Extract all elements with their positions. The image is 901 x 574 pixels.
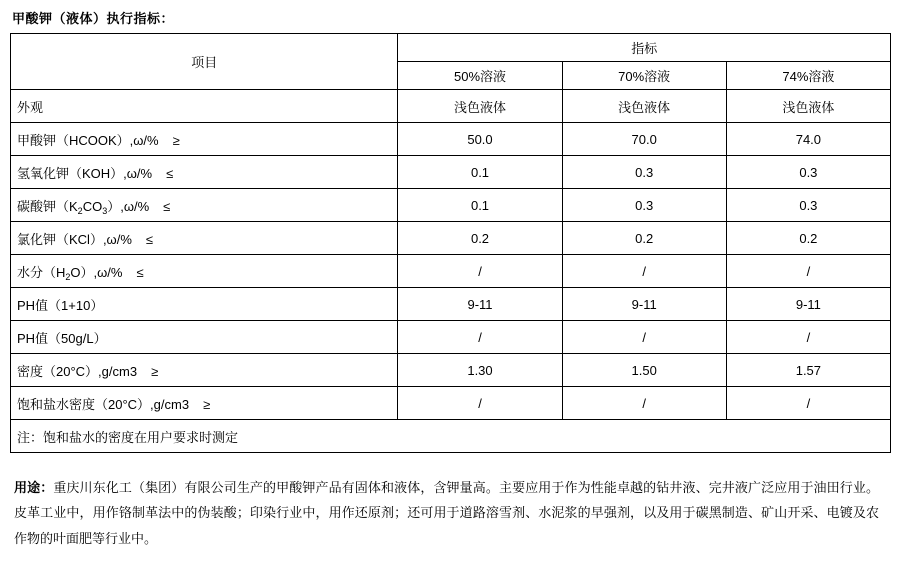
row-value: 浅色液体 — [726, 90, 890, 123]
spec-table — [10, 33, 891, 453]
row-value: / — [562, 321, 726, 354]
row-value: 9-11 — [562, 288, 726, 321]
row-value: 74.0 — [726, 123, 890, 156]
row-value: 0.3 — [562, 156, 726, 189]
row-value: 9-11 — [398, 288, 562, 321]
row-item-label: 密度（20°C）,g/cm3 ≥ — [11, 354, 398, 387]
page-title: 甲酸钾（液体）执行指标： — [12, 11, 175, 26]
row-value: 0.3 — [562, 189, 726, 222]
table-body — [11, 90, 891, 453]
usage-text: 重庆川东化工（集团）有限公司生产的甲酸钾产品有固体和液体，含钾量高。主要应用于作为性能卓越的钻井液、完井液广泛应用于油田行业。皮革工业中，用作铬制革法中的伪装酸；印染行业中，用作还原剂；还可用于道路溶雪剂、水泥浆的早强剂，以及用于碳黑制造、矿山开采、电镀及农作物的叶面肥等行业中。 — [14, 480, 879, 546]
row-item-label: PH值（1+10） — [11, 288, 398, 321]
header-group-indicator: 指标 — [398, 34, 891, 62]
row-value: 0.3 — [726, 156, 890, 189]
row-item-label: 碳酸钾$(K_2CO_3),\omega/\%$ ≤ — [11, 189, 398, 222]
table-row — [11, 189, 891, 222]
row-value: / — [562, 387, 726, 420]
row-value: 1.30 — [398, 354, 562, 387]
row-value: 0.2 — [398, 222, 562, 255]
header-col-50: 50%溶液 — [398, 62, 562, 90]
row-item-label: 氯化钾（KCl）,ω/% ≤ — [11, 222, 398, 255]
row-value: / — [562, 255, 726, 288]
row-value: 0.1 — [398, 156, 562, 189]
row-value: / — [726, 321, 890, 354]
header-col-74: 74%溶液 — [726, 62, 890, 90]
table-row — [11, 222, 891, 255]
usage-paragraph — [10, 475, 891, 551]
row-value: / — [726, 255, 890, 288]
table-row — [11, 354, 891, 387]
row-value: 1.57 — [726, 354, 890, 387]
table-row — [11, 90, 891, 123]
row-value: 50.0 — [398, 123, 562, 156]
row-item-label: 水分$(H_2O),\omega/\%$ ≤ — [11, 255, 398, 288]
row-value: 浅色液体 — [562, 90, 726, 123]
table-note-row — [11, 420, 891, 453]
row-value: 0.1 — [398, 189, 562, 222]
row-value: / — [726, 387, 890, 420]
table-row — [11, 255, 891, 288]
row-value: 70.0 — [562, 123, 726, 156]
row-value: / — [398, 255, 562, 288]
row-value: 1.50 — [562, 354, 726, 387]
row-item-label: 饱和盐水密度（20°C）,g/cm3 ≥ — [11, 387, 398, 420]
row-item-label: 外观 — [11, 90, 398, 123]
table-row — [11, 387, 891, 420]
usage-label: 用途： — [14, 480, 54, 495]
row-value: 9-11 — [726, 288, 890, 321]
header-col-70: 70%溶液 — [562, 62, 726, 90]
row-value: 浅色液体 — [398, 90, 562, 123]
row-item-label: 氢氧化钾（KOH）,ω/% ≤ — [11, 156, 398, 189]
row-value: 0.2 — [562, 222, 726, 255]
table-row — [11, 288, 891, 321]
row-item-label: PH值（50g/L） — [11, 321, 398, 354]
table-row — [11, 321, 891, 354]
row-value: 0.3 — [726, 189, 890, 222]
row-value: / — [398, 387, 562, 420]
row-item-label: 甲酸钾（HCOOK）,ω/% ≥ — [11, 123, 398, 156]
row-value: / — [398, 321, 562, 354]
table-header — [11, 34, 891, 90]
table-note: 注：饱和盐水的密度在用户要求时测定 — [11, 420, 891, 453]
table-header-row-1 — [11, 34, 891, 62]
row-value: 0.2 — [726, 222, 890, 255]
table-row — [11, 123, 891, 156]
header-item: 项目 — [11, 34, 398, 90]
table-row — [11, 156, 891, 189]
